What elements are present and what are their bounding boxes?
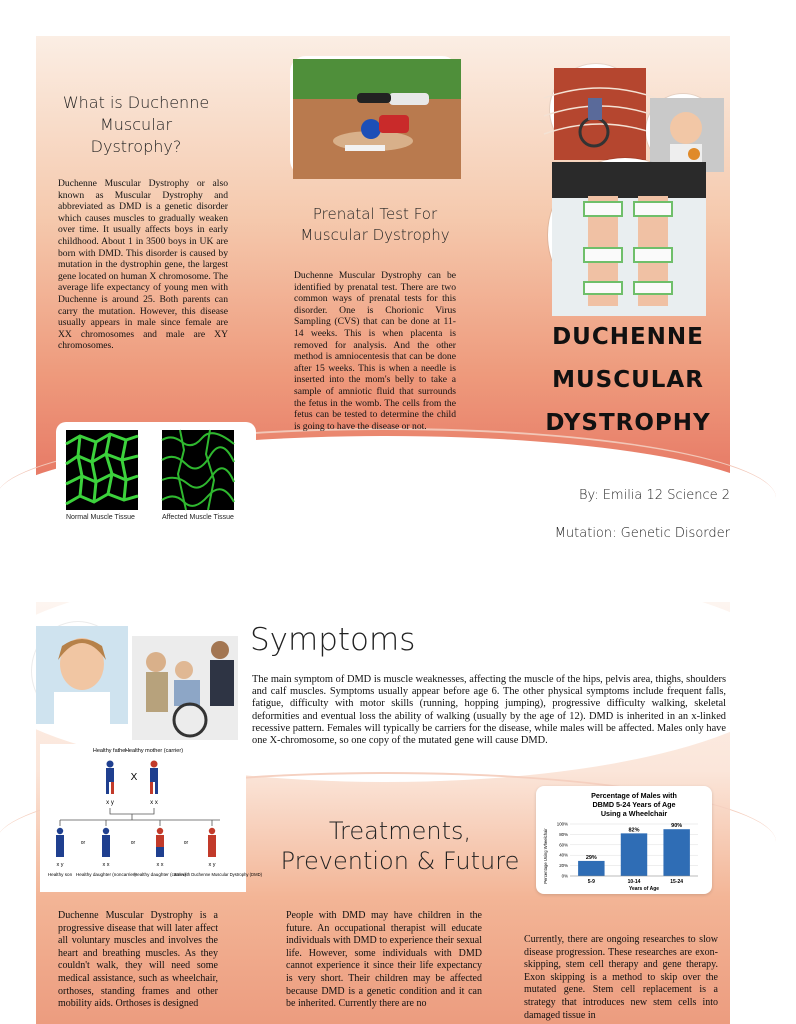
or-label-3: or bbox=[183, 840, 189, 846]
child-label-1: Healthy son bbox=[47, 872, 73, 877]
wheelchair-care-photo bbox=[132, 636, 238, 740]
father-label: Healthy father bbox=[92, 748, 128, 754]
chart-xlabel: Years of Age bbox=[628, 886, 660, 892]
chart-value-label: 29% bbox=[585, 854, 597, 861]
father-chromosomes: x y bbox=[106, 800, 114, 806]
panel1-body: Duchenne Muscular Dystrophy or also known as Muscular Dystrophy and abbreviated as DMD is a genetic disorder which causes muscles to gradually weaken over time. It usually affects boys in early childhood. About 1 in 3500 boys in UK are born with DMD. This disorder is caused by mutation in the dystrophin gene, the largest gene located on human X chromosome. The average life expectancy of young men with Duchenne is around 25. Both parents can carry the mutation. However, this disease usually appears in male since female are XX chromosomes and male are XY chromosomes. bbox=[58, 178, 228, 352]
panel2-title: Prenatal Test For Muscular Dystrophy bbox=[300, 205, 450, 244]
child-chromosomes-3: x x bbox=[156, 862, 164, 868]
chart-bar-10-14 bbox=[621, 833, 647, 876]
chart-title-line-3: Using a Wheelchair bbox=[600, 809, 668, 818]
child-chromosomes-4: x y bbox=[208, 862, 216, 868]
wheelchair-usage-chart bbox=[536, 786, 712, 894]
child-label-4: Son with Duchenne Muscular Dystrophy (DMD) bbox=[174, 872, 262, 877]
chart-ytick-label: 20% bbox=[559, 863, 568, 869]
mother-figure bbox=[150, 761, 158, 795]
chart-value-label: 90% bbox=[671, 823, 683, 830]
mother-label: Healthy mother (carrier) bbox=[124, 748, 184, 754]
father-figure bbox=[106, 761, 114, 795]
chart-bar-15-24 bbox=[663, 829, 689, 876]
child-chromosomes-1: x y bbox=[56, 862, 64, 868]
brochure-inside-page bbox=[36, 602, 730, 1024]
chart-title-line-1: Percentage of Males with bbox=[591, 791, 677, 800]
baby-photo bbox=[646, 94, 720, 168]
panel1-title: What is Duchenne Muscular Dystrophy? bbox=[62, 93, 210, 156]
caption-affected-tissue: Affected Muscle Tissue bbox=[162, 514, 234, 521]
tissue-card bbox=[56, 422, 256, 532]
symptoms-title: Symptoms bbox=[250, 622, 416, 658]
title-line-2: MUSCULAR bbox=[552, 367, 704, 393]
chart-category-label: 10-14 bbox=[627, 879, 641, 885]
symptoms-body: The main symptom of DMD is muscle weaknesses, affecting the muscle of the hips, pelvis area, thighs, shoulders and calf muscles. Symptoms usually appear before age 6. The other physical symptoms include frequent falls, fatigue, difficulty with motor skills (running, hopping jumping), progressive difficulty walking, skeletal deformities and eventual loss the ability of walking (usually by the age of 12). DMD is inherited in an x-linked recessive pattern. Females will typically be carriers for the disease, while males will be affected. Males only have one X-chromosome, so one copy of the mutated gene will cause DMD. bbox=[252, 674, 726, 747]
chart-title-line-2: DBMD 5-24 Years of Age bbox=[592, 800, 676, 809]
chart-ytick-label: 40% bbox=[559, 852, 568, 858]
author-line: By: Emilia 12 Science 2 bbox=[578, 488, 730, 503]
treatments-col3: Currently, there are ongoing researches to slow disease progression. These researches are exon-skipping, stem cell therapy and gene therapy. Exon skipping is a method to skip over the mutated gene. Stem cell replacement is a strategy that introduces new stem cells into damaged tissue in bbox=[524, 934, 718, 1021]
chart-bar-5-9 bbox=[578, 861, 604, 876]
chart-ytick-label: 80% bbox=[559, 831, 568, 837]
wheelchair-track-photo bbox=[550, 64, 642, 156]
inheritance-pedigree-diagram bbox=[40, 744, 262, 892]
treatments-col1: Duchenne Muscular Dystrophy is a progressive disease that will later affect all voluntary muscles and involves the heart and breathing muscles. As they couldn't walk, they will need some medical assistance, such as wheelchair, orthoses, standing frames and other mobility aids. Orthoses is designed bbox=[58, 910, 218, 1010]
brochure-outside-page bbox=[36, 36, 730, 556]
brochure-title bbox=[530, 316, 726, 445]
child-label-3: Healthy daughter (carrier) bbox=[133, 872, 187, 877]
chart-ytick-label: 0% bbox=[561, 873, 568, 879]
nurse-photo bbox=[32, 622, 124, 720]
treatments-title-line-2: Prevention & Future bbox=[280, 847, 520, 875]
panel2-body: Duchenne Muscular Dystrophy can be identified by prenatal test. There are two common ways of prenatal tests for this disorder. One is Chorionic Virus Sampling (CVS) that can be done at 11-14 weeks. This is when placenta is removed for analysis. And the other method is amniocentesis that can be done after 15 weeks. This is when a needle is inserted into the mom's belly to take a sample of amniotic fluid that surrounds the fetus in the womb. The cells from the fetus can be tested to determine the child is going to have the disease or not. bbox=[294, 270, 456, 432]
baseball-slide-photo bbox=[290, 56, 458, 176]
chart-category-label: 5-9 bbox=[587, 879, 595, 885]
chart-ytick-label: 100% bbox=[556, 821, 568, 827]
leg-braces-photo bbox=[548, 158, 702, 312]
mother-chromosomes: x x bbox=[150, 800, 158, 806]
subtitle-line: Mutation: Genetic Disorder bbox=[554, 526, 730, 541]
chart-ytick-label: 60% bbox=[559, 842, 568, 848]
cross-symbol: X bbox=[130, 772, 138, 783]
chart-value-label: 82% bbox=[628, 827, 640, 834]
chart-ylabel: Percentage Using Wheelchair bbox=[543, 828, 548, 884]
treatments-title-line-1: Treatments, bbox=[328, 817, 472, 845]
normal-tissue-image bbox=[66, 430, 138, 510]
or-label-2: or bbox=[130, 840, 136, 846]
caption-normal-tissue: Normal Muscle Tissue bbox=[66, 514, 135, 521]
chart-category-label: 15-24 bbox=[670, 879, 684, 885]
title-line-1: DUCHENNE bbox=[552, 324, 704, 350]
treatments-title bbox=[250, 816, 550, 876]
affected-tissue-image bbox=[162, 430, 234, 510]
treatments-col2: People with DMD may have children in the future. An occupational therapist will educate individuals with DMD to experience their sexual life. However, some individuals with DMD cannot experience it since their life expectancy is very short. Their children may be affected because DMD is a genetic condition and it can be inherited. Currently there are no bbox=[286, 910, 482, 1010]
or-label-1: or bbox=[80, 840, 86, 846]
child-label-2: Healthy daughter (noncarrier) bbox=[75, 872, 137, 877]
child-chromosomes-2: x x bbox=[102, 862, 110, 868]
title-line-3: DYSTROPHY bbox=[545, 410, 711, 436]
